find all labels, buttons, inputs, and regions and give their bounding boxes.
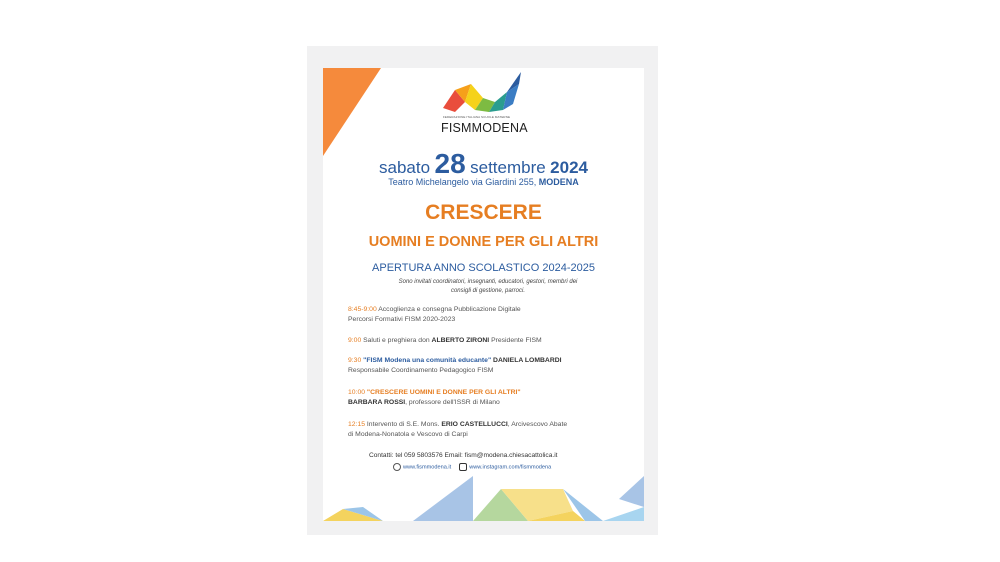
venue-city: MODENA <box>538 177 579 187</box>
website-link[interactable] <box>393 463 451 471</box>
event-title: CRESCERE <box>425 201 542 224</box>
school-year-opening: APERTURA ANNO SCOLASTICO 2024-2025 <box>372 262 595 274</box>
event-day: 28 <box>434 148 466 179</box>
social-links <box>393 463 551 471</box>
program-speaker: ERIO CASTELLUCCI <box>441 421 508 428</box>
program-speaker: ALBERTO ZIRONI <box>431 337 490 344</box>
program-talk-title: "CRESCERE UOMINI E DONNE PER GLI ALTRI" <box>365 389 521 396</box>
program-speaker: DANIELA LOMBARDI <box>491 357 562 364</box>
program-time: 8:45-9:00 <box>348 306 377 313</box>
program-item <box>348 305 638 325</box>
program-time: 10:00 <box>348 389 366 396</box>
event-weekday: sabato <box>379 158 431 177</box>
program-talk-title: "FISM Modena una comunità educante" <box>361 357 492 364</box>
program-time: 9:00 <box>348 337 362 344</box>
program-item <box>348 356 638 376</box>
corner-triangle-decoration <box>323 68 383 158</box>
program-text: Presidente FISM <box>489 337 542 344</box>
program-item <box>348 388 638 408</box>
event-date <box>323 148 644 180</box>
program-text: Percorsi Formativi FISM 2020-2023 <box>348 316 456 323</box>
website-url: www.fismmodena.it <box>403 464 452 471</box>
instagram-link[interactable] <box>459 463 551 471</box>
instagram-icon <box>459 463 467 471</box>
logo-tagline: FEDERAZIONE ITALIANA SCUOLE MATERNE <box>443 115 511 119</box>
event-year: 2024 <box>550 158 588 177</box>
event-month: settembre <box>470 158 546 177</box>
logo-name-modena: MODENA <box>471 121 528 135</box>
fism-logo-mark-icon <box>441 72 531 116</box>
invite-line-1: Sono invitati coordinatori, insegnanti, educatori, gestori, membri dei <box>398 279 578 285</box>
invite-note <box>373 278 603 295</box>
globe-icon <box>393 463 401 471</box>
event-venue <box>323 177 644 187</box>
program-text: di Modena-Nonatola e Vescovo di Carpi <box>348 431 468 438</box>
program-time: 9:30 <box>348 357 362 364</box>
program-text: Saluti e preghiera don <box>361 337 432 344</box>
invite-line-2: consigli di gestione, parroci. <box>450 287 526 294</box>
logo-name <box>441 121 528 135</box>
program-time: 12:15 <box>348 421 366 428</box>
venue-address: Teatro Michelangelo via Giardini 255, <box>388 177 537 187</box>
program-item <box>348 420 638 440</box>
program-text: Responsabile Coordinamento Pedagogico FISM <box>348 367 494 374</box>
program-text: , professore dell'ISSR di Milano <box>405 399 500 406</box>
event-subtitle: UOMINI E DONNE PER GLI ALTRI <box>368 234 599 250</box>
logo-name-fism: FISM <box>441 121 472 135</box>
program-text: Intervento di S.E. Mons. <box>365 421 442 428</box>
program-item <box>348 336 638 346</box>
bottom-shapes-decoration <box>323 471 644 521</box>
program-text: , Arcivescovo Abate <box>507 421 568 428</box>
contacts-line: Contatti: tel 059 5803576 Email: fism@modena.chiesacattolica.it <box>369 452 558 459</box>
event-flyer <box>323 68 644 521</box>
program-speaker: BARBARA ROSSI <box>348 399 406 406</box>
program-text: Accoglienza e consegna Pubblicazione Digitale <box>376 306 521 313</box>
instagram-url: www.instagram.com/fismmodena <box>469 464 552 471</box>
